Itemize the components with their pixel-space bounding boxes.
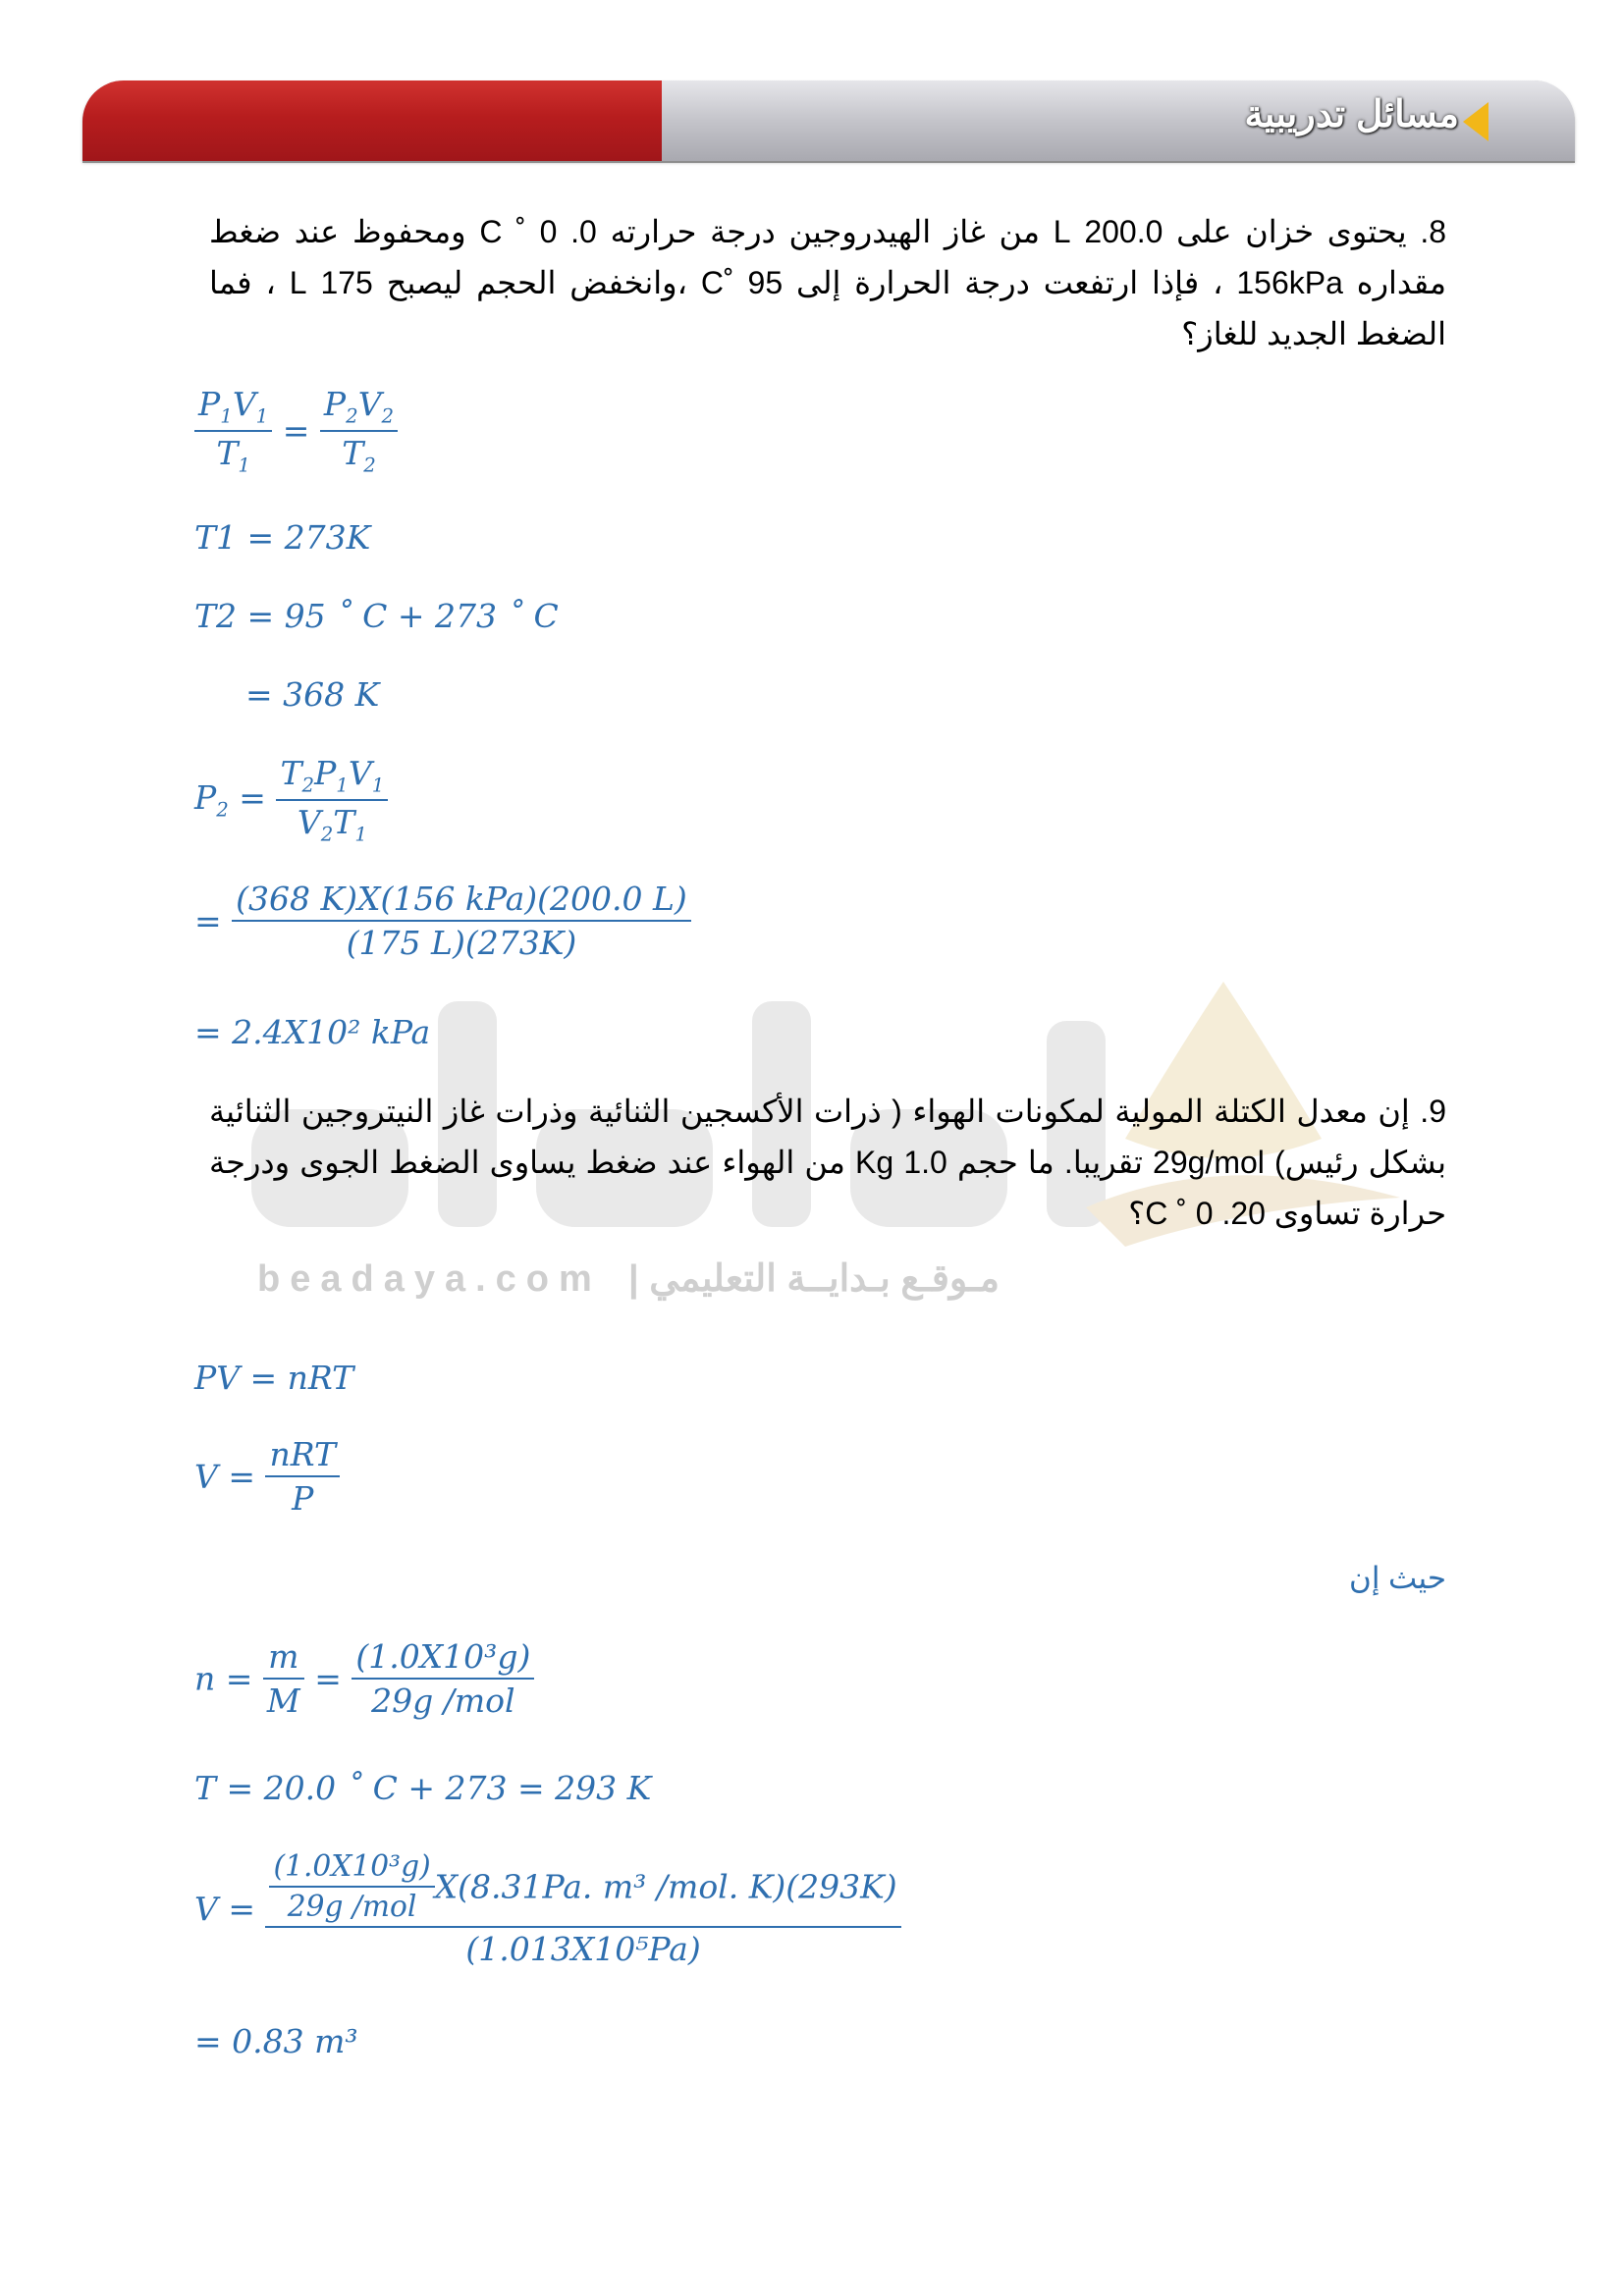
q8-eq1: $\frac{P_1V_1}{T_1}$ = $\frac{P_2V_2}{T_2}$ [194, 385, 398, 476]
q9-note: حيث إن [1349, 1561, 1446, 1595]
banner-underline [82, 161, 1575, 163]
q9-eq3-den1: M [266, 1682, 300, 1720]
q9-eq3: n = $\frac{m}{M}$ = $\frac{\text{(1.0X10³g)}}{\text{29g /mol}}$ [194, 1637, 534, 1720]
q8-eq6: = $\frac{\text{(368 K)X(156 kPa)(200.0 L)}}{(175 L)(273K)}$ [194, 880, 691, 962]
q9-eq2: V = $\frac{\text{nRT}}{P}$ [194, 1435, 340, 1518]
q9-eq4: T = 20.0 ˚ C + 273 = 293 K [194, 1769, 652, 1807]
section-banner [82, 80, 1575, 161]
question-9-text: 9. إن معدل الكتلة المولية لمكونات الهواء ( ذرات الأكسجين الثنائية وذرات غاز النيتروجين الثنائية بشكل رئيس) 29g/mol تقريبا. ما حجم 1.0 Kg من الهواء عند ضغط يساوى الضغط الجوى ودرجة حرارة تساوى 20. 0 ˚ C؟ [209, 1094, 1447, 1231]
question-8-text: 8. يحتوى خزان على 200.0 L من غاز الهيدروجين درجة حرارته 0. 0 ˚ C ومحفوظ عند ضغط مقداره 156kPa ، فإذا ارتفعت درجة الحرارة إلى 95 ˚C ،وانخفض الحجم ليصبح 175 L ، فما الضغط الجديد للغاز؟ [209, 214, 1447, 351]
q9-eq2-den: P [292, 1479, 314, 1518]
q9-eq2-num: nRT [265, 1435, 340, 1477]
q8-eq6-den: (175 L)(273K) [346, 924, 577, 962]
q9-eq5: V = $\frac{\text{(1.0X10³g)}}{\text{29g /mol}}$ X(8.31Pa. m³ /mol. K)(293K) (1.013X10⁵Pa) [194, 1849, 901, 1968]
q9-eq5-inner-num: (1.0X10³g) [269, 1849, 434, 1888]
triangle-arrow-icon [1463, 102, 1488, 141]
q9-eq5-rest: X(8.31Pa. m³ /mol. K)(293K) [434, 1867, 897, 1906]
q8-eq4: = 368 K [245, 675, 380, 714]
q9-eq3-num2: (1.0X10³g) [352, 1637, 534, 1680]
q9-eq5-den: (1.013X10⁵Pa) [465, 1930, 701, 1968]
q8-eq7: = 2.4X10² kPa [194, 1013, 431, 1051]
q8-eq6-num: (368 K)X(156 kPa)(200.0 L) [232, 880, 691, 922]
watermark-site: beadaya.com [257, 1258, 602, 1300]
watermark-tagline: مـوقـع بـدايــة التعليمي | [628, 1258, 1000, 1300]
q8-eq3: T2 = 95 ˚ C + 273 ˚ C [194, 597, 559, 635]
q8-eq2: T1 = 273K [194, 518, 371, 557]
banner-title: مسائل تدريبية [1244, 94, 1459, 135]
q9-eq5-inner-den: 29g /mol [287, 1890, 417, 1924]
q9-eq3-num1: m [263, 1637, 304, 1680]
q9-eq3-den2: 29g /mol [371, 1682, 515, 1720]
q9-eq1: PV = nRT [194, 1359, 354, 1397]
q9-eq6: = 0.83 m³ [194, 2022, 358, 2060]
q8-eq5: $P_2$ = $\frac{T_2P_1V_1}{V_2T_1}$ [194, 754, 388, 845]
banner-red-band [82, 80, 662, 161]
